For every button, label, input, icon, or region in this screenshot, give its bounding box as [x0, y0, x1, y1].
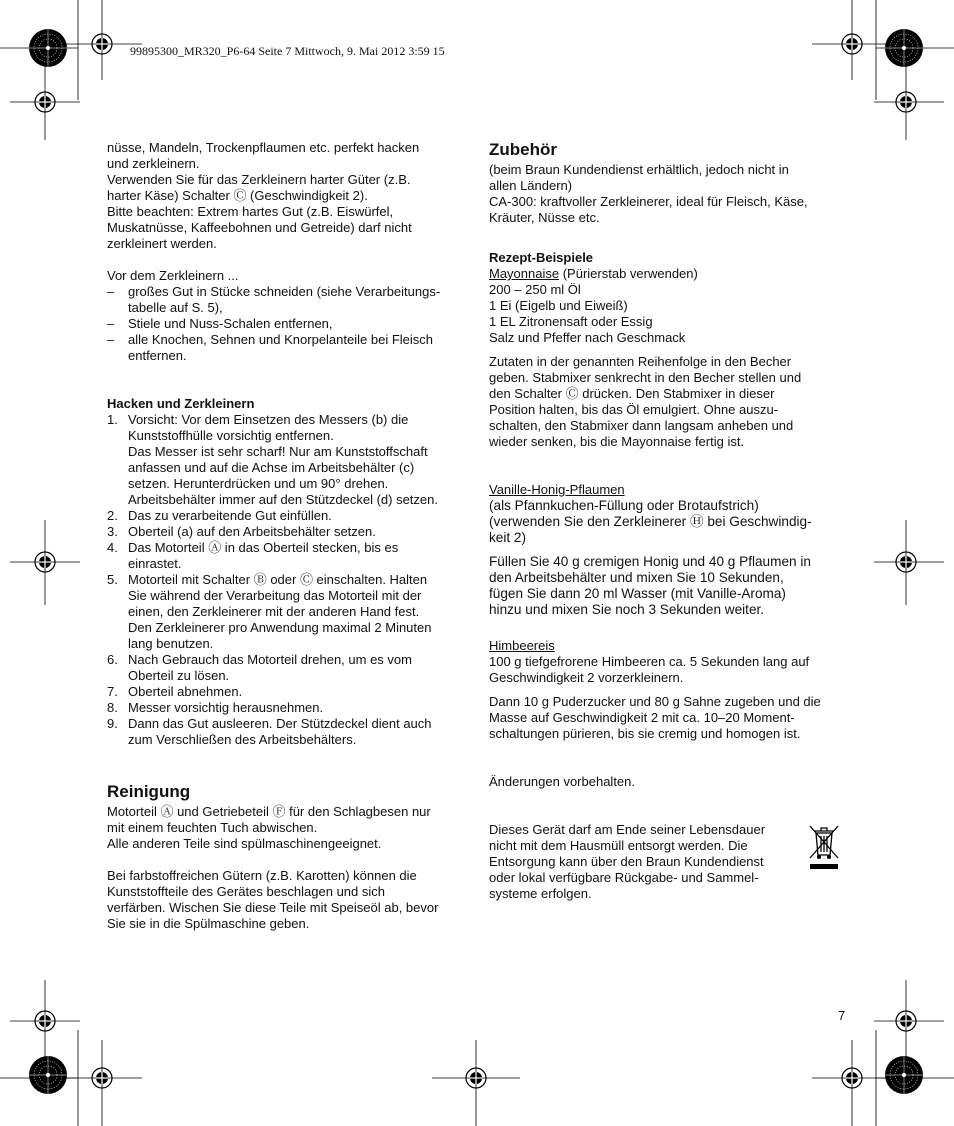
left-column	[107, 140, 467, 932]
text-line: Bitte beachten: Extrem hartes Gut (z.B. Eiswürfel,	[107, 204, 394, 219]
accessories-paragraph	[489, 162, 849, 226]
cleaning-heading: Reinigung	[107, 782, 191, 801]
before-chopping-list	[107, 284, 467, 364]
text-line: schaltungen pürieren, bis sie cremig und homogen ist.	[489, 726, 801, 741]
text-line: mit einem feuchten Tuch abwischen.	[107, 820, 318, 835]
text-line: 200 – 250 ml Öl	[489, 282, 581, 297]
text-line: wieder senken, bis die Mayonnaise fertig ist.	[489, 434, 745, 449]
dash-bullet: –	[107, 332, 115, 347]
text-line: Salz und Pfeffer nach Geschmack	[489, 330, 686, 345]
text-line: Kunststoffteile des Gerätes beschlagen und sich	[107, 884, 385, 899]
text-line: Oberteil (a) auf den Arbeitsbehälter setzen.	[128, 524, 376, 539]
mayo-ingredients	[489, 282, 849, 346]
cleaning-paragraph-1	[107, 804, 467, 852]
text-line: Oberteil abnehmen.	[128, 684, 243, 699]
text-line: Den Zerkleinerer pro Anwendung maximal 2 Minuten	[128, 620, 432, 635]
text-line: Stiele und Nuss-Schalen entfernen,	[128, 316, 333, 331]
step-item	[107, 684, 467, 700]
step-item	[107, 700, 467, 716]
step-number: 3.	[107, 524, 118, 539]
plum-method	[489, 554, 849, 618]
text-line: Entsorgung kann über den Braun Kundendienst	[489, 854, 764, 869]
text-line: Masse auf Geschwindigkeit 2 mit ca. 10–20 Moment-	[489, 710, 795, 725]
text-line: zum Verschließen des Arbeitsbehälters.	[128, 732, 357, 747]
text-line: allen Ländern)	[489, 178, 573, 193]
text-line: Sie während der Verarbeitung das Motorteil mit der	[128, 588, 422, 603]
text-line: Arbeitsbehälter immer auf den Stützdeckel (d) setzen.	[128, 492, 438, 507]
text-line: Alle anderen Teile sind spülmaschinengeeignet.	[107, 836, 382, 851]
text-line: Motorteil Ⓐ und Getriebeteil Ⓕ für den Schlagbesen nur	[107, 804, 431, 819]
step-item	[107, 540, 467, 572]
list-item	[107, 316, 467, 332]
text-line: großes Gut in Stücke schneiden (siehe Verarbeitungs-	[128, 284, 441, 299]
text-line: lang benutzen.	[128, 636, 214, 651]
text-line: Geschwindigkeit 2 vorzerkleinern.	[489, 670, 684, 685]
recipes-heading: Rezept-Beispiele	[489, 250, 594, 265]
text-line: schalten, den Stabmixer dann langsam anheben und	[489, 418, 794, 433]
step-number: 5.	[107, 572, 118, 587]
step-item	[107, 572, 467, 652]
step-item	[107, 716, 467, 748]
cleaning-paragraph-2	[107, 868, 467, 932]
page-number: 7	[838, 1008, 846, 1023]
accessories-heading: Zubehör	[489, 140, 557, 159]
text-line: Kräuter, Nüsse etc.	[489, 210, 600, 225]
text-line: (als Pfannkuchen-Füllung oder Brotaufstrich)	[489, 498, 759, 513]
text-line: Oberteil zu lösen.	[128, 668, 230, 683]
list-item	[107, 332, 467, 364]
step-number: 7.	[107, 684, 118, 699]
text-line: geben. Stabmixer senkrecht in den Becher stellen und	[489, 370, 802, 385]
text-line: (verwenden Sie den Zerkleinerer Ⓗ bei Geschwindig-	[489, 514, 812, 529]
text-line: Kunststoffhülle vorsichtig entfernen.	[128, 428, 334, 443]
dash-bullet: –	[107, 316, 115, 331]
chopping-heading: Hacken und Zerkleinern	[107, 396, 255, 411]
step-number: 4.	[107, 540, 118, 555]
disposal-notice	[489, 822, 849, 902]
text-line: 1 EL Zitronensaft oder Essig	[489, 314, 653, 329]
text-line: 100 g tiefgefrorene Himbeeren ca. 5 Sekunden lang auf	[489, 654, 810, 669]
text-line: Sie sie in die Spülmaschine geben.	[107, 916, 310, 931]
list-item	[107, 284, 467, 316]
text-line: Messer vorsichtig herausnehmen.	[128, 700, 324, 715]
text-line: nicht mit dem Hausmüll entsorgt werden. Die	[489, 838, 748, 853]
step-item	[107, 508, 467, 524]
text-line: Muskatnüsse, Kaffeebohnen und Getreide) darf nicht	[107, 220, 412, 235]
text-line: systeme erfolgen.	[489, 886, 592, 901]
text-line: und zerkleinern.	[107, 156, 200, 171]
step-number: 6.	[107, 652, 118, 667]
mayo-title-line	[489, 266, 849, 282]
text-line: keit 2)	[489, 530, 527, 545]
right-column	[489, 140, 849, 902]
text-line: oder lokal verfügbare Rückgabe- und Sammel-	[489, 870, 759, 885]
step-item	[107, 412, 467, 508]
step-number: 2.	[107, 508, 118, 523]
print-slug: 99895300_MR320_P6-64 Seite 7 Mittwoch, 9. Mai 2012 3:59 15	[130, 44, 445, 58]
text-line: Motorteil mit Schalter Ⓑ oder Ⓒ einschalten. Halten	[128, 572, 428, 587]
text-line: 1 Ei (Eigelb und Eiweiß)	[489, 298, 628, 313]
text-line: setzen. Herunterdrücken und um 90° drehen.	[128, 476, 389, 491]
text-line: Zutaten in der genannten Reihenfolge in den Becher	[489, 354, 792, 369]
text-line: Das zu verarbeitende Gut einfüllen.	[128, 508, 332, 523]
step-item	[107, 524, 467, 540]
text-line: den Arbeitsbehälter und mixen Sie 10 Sekunden,	[489, 570, 784, 585]
text-line: Das Messer ist sehr scharf! Nur am Kunststoffschaft	[128, 444, 428, 459]
text-line: einen, den Zerkleinerer mit der anderen Hand fest.	[128, 604, 420, 619]
dash-bullet: –	[107, 284, 115, 299]
text-line: Bei farbstoffreichen Gütern (z.B. Karotten) können die	[107, 868, 417, 883]
text-line: verfärben. Wischen Sie diese Teile mit Speiseöl ab, bevor	[107, 900, 439, 915]
raspberry-title: Himbeereis	[489, 638, 555, 653]
chopping-steps-list	[107, 412, 467, 748]
intro-paragraph	[107, 140, 467, 252]
text-line: Verwenden Sie für das Zerkleinern harter Güter (z.B.	[107, 172, 411, 187]
text-line: anfassen und auf die Achse im Arbeitsbehälter (c)	[128, 460, 415, 475]
text-line: Dann 10 g Puderzucker und 80 g Sahne zugeben und die	[489, 694, 821, 709]
text-line: einrastet.	[128, 556, 182, 571]
step-number: 9.	[107, 716, 118, 731]
text-line: nüsse, Mandeln, Trockenpflaumen etc. perfekt hacken	[107, 140, 420, 155]
mayo-method	[489, 354, 849, 450]
text-line: Vorsicht: Vor dem Einsetzen des Messers (b) die	[128, 412, 409, 427]
text-line: alle Knochen, Sehnen und Knorpelanteile bei Fleisch	[128, 332, 433, 347]
text-line: Position halten, bis das Öl emulgiert. Ohne auszu-	[489, 402, 779, 417]
text-line: Nach Gebrauch das Motorteil drehen, um es vom	[128, 652, 412, 667]
changes-note: Änderungen vorbehalten.	[489, 774, 636, 789]
plum-title: Vanille-Honig-Pflaumen	[489, 482, 625, 497]
text-line: tabelle auf S. 5),	[128, 300, 223, 315]
text-line: hinzu und mixen Sie noch 3 Sekunden weiter.	[489, 602, 765, 617]
crossed-out-bin-icon	[807, 822, 841, 872]
text-line: Dann das Gut ausleeren. Der Stützdeckel dient auch	[128, 716, 432, 731]
before-chopping-title: Vor dem Zerkleinern ...	[107, 268, 239, 283]
text-line: Das Motorteil Ⓐ in das Oberteil stecken, bis es	[128, 540, 399, 555]
mayo-title: Mayonnaise	[489, 266, 560, 281]
mayo-title-suffix: (Pürierstab verwenden)	[559, 266, 698, 281]
raspberry-paragraph-2	[489, 694, 849, 742]
raspberry-paragraph-1	[489, 654, 849, 686]
text-line: entfernen.	[128, 348, 187, 363]
text-line: harter Käse) Schalter Ⓒ (Geschwindigkeit 2).	[107, 188, 368, 203]
text-line: zerkleinert werden.	[107, 236, 217, 251]
text-line: Füllen Sie 40 g cremigen Honig und 40 g Pflaumen in	[489, 554, 811, 569]
text-line: den Schalter Ⓒ drücken. Den Stabmixer in dieser	[489, 386, 775, 401]
step-number: 8.	[107, 700, 118, 715]
text-line: (beim Braun Kundendienst erhältlich, jedoch nicht in	[489, 162, 789, 177]
step-number: 1.	[107, 412, 118, 427]
step-item	[107, 652, 467, 684]
text-line: CA-300: kraftvoller Zerkleinerer, ideal für Fleisch, Käse,	[489, 194, 808, 209]
plum-note	[489, 498, 849, 546]
text-line: fügen Sie dann 20 ml Wasser (mit Vanille-Aroma)	[489, 586, 786, 601]
text-line: Dieses Gerät darf am Ende seiner Lebensdauer	[489, 822, 766, 837]
